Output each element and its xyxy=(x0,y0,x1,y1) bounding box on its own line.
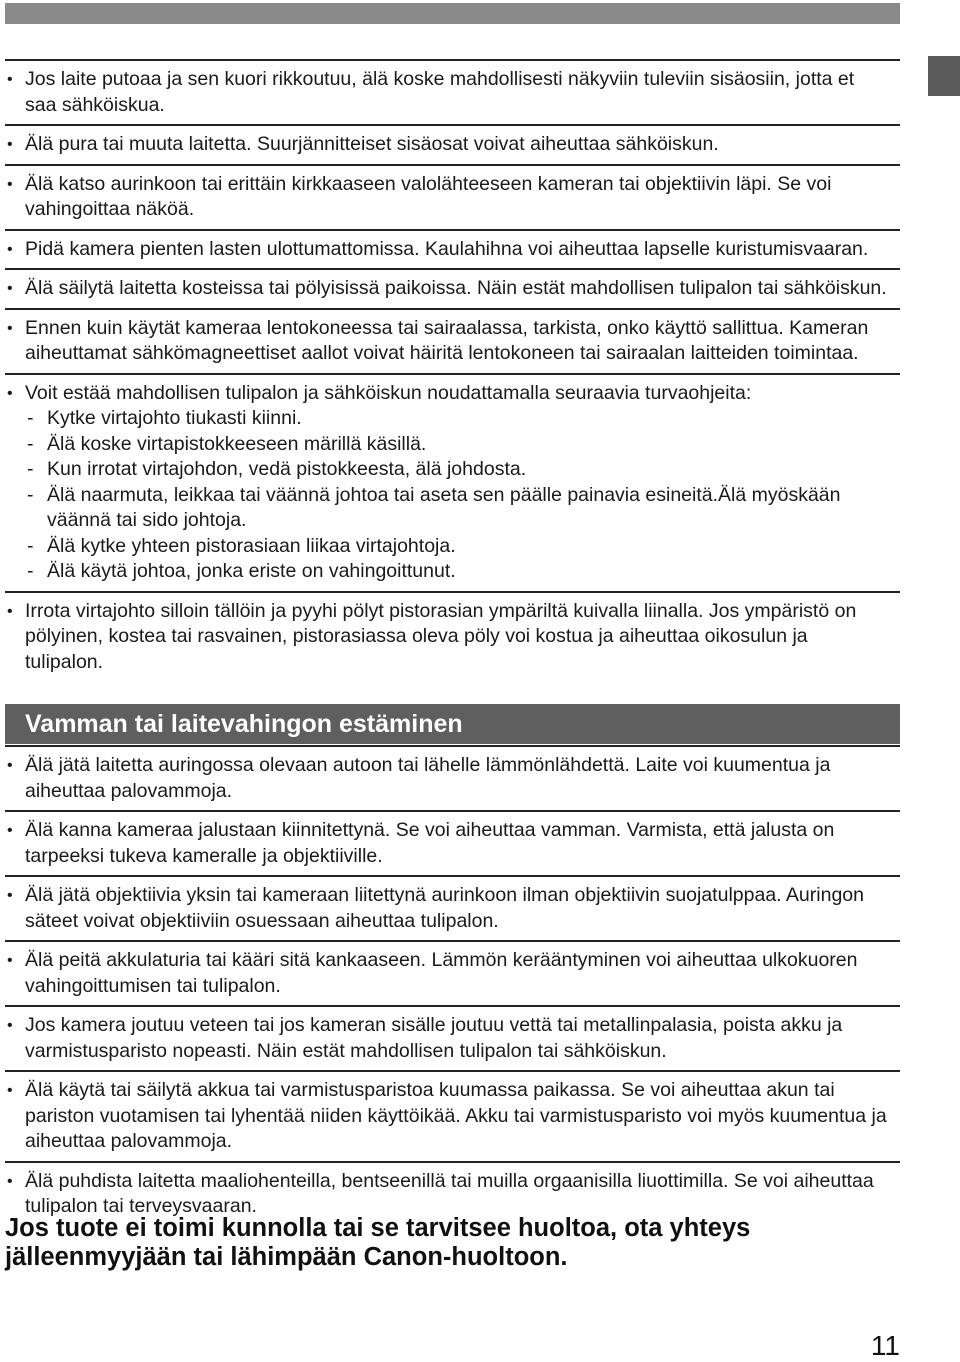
list-item xyxy=(5,745,900,810)
list-item xyxy=(5,268,900,308)
sublist-item-text: Älä koske virtapistokkeeseen märillä käsillä. xyxy=(47,432,427,455)
list-item xyxy=(5,164,900,229)
header-bar xyxy=(5,3,900,24)
list-item-text: Älä jätä objektiivia yksin tai kameraan liitettynä aurinkoon ilman objektiivin suojatulppaa. Auringon säteet voivat objektiiviin osuessaan aiheuttaa tulipalon. xyxy=(25,884,864,932)
page-number: 11 xyxy=(870,1330,900,1361)
sublist-item xyxy=(25,534,890,560)
list-item xyxy=(5,229,900,269)
list-item-text: Älä pura tai muuta laitetta. Suurjännitteiset sisäosat voivat aiheuttaa sähköiskun. xyxy=(25,133,719,155)
service-note: Jos tuote ei toimi kunnolla tai se tarvitsee huoltoa, ota yhteys jälleenmyyjään tai lähimpään Canon-huoltoon. xyxy=(5,1214,751,1271)
safety-list-injury xyxy=(5,745,900,1226)
list-item xyxy=(5,1070,900,1161)
list-item-text: Voit estää mahdollisen tulipalon ja sähköiskun noudattamalla seuraavia turvaohjeita: xyxy=(25,381,752,404)
sublist-item xyxy=(25,483,890,534)
list-item-text: Älä jätä laitetta auringossa olevaan autoon tai lähelle lämmönlähdettä. Laite voi kuumentua ja aiheuttaa palovammoja. xyxy=(25,754,831,802)
list-item xyxy=(5,1005,900,1070)
sublist-item xyxy=(25,406,890,432)
list-item-text: Jos kamera joutuu veteen tai jos kameran sisälle joutuu vettä tai metallinpalasia, poista akku ja varmistusparisto nopeasti. Näin estät mahdollisen tulipalon tai sähköiskun. xyxy=(25,1014,843,1062)
list-item xyxy=(5,373,900,591)
sublist-item-text: Älä naarmuta, leikkaa tai väännä johtoa tai aseta sen päälle painavia esineitä.Älä myöskään väännä tai sido johtoja. xyxy=(47,483,841,531)
list-item-text: Irrota virtajohto silloin tällöin ja pyyhi pölyt pistorasian ympäriltä kuivalla liinalla. Jos ympäristö on pölyinen, kostea tai rasvainen, pistorasiassa oleva pöly voi kostua ja aiheuttaa oikosulun ja tulipalon. xyxy=(25,599,857,673)
list-item-text: Pidä kamera pienten lasten ulottumattomissa. Kaulahihna voi aiheuttaa lapselle kuristumisvaaran. xyxy=(25,237,869,260)
sublist-item-text: Kun irrotat virtajohdon, vedä pistokkeesta, älä johdosta. xyxy=(47,458,527,480)
list-item-text: Jos laite putoaa ja sen kuori rikkoutuu, älä koske mahdollisesti näkyviin tuleviin sisäosiin, jotta et saa sähköiskua. xyxy=(25,68,855,116)
list-item xyxy=(5,940,900,1005)
list-item xyxy=(5,59,900,124)
safety-sublist xyxy=(25,406,890,585)
list-item-text: Älä katso aurinkoon tai erittäin kirkkaaseen valolähteeseen kameran tai objektiivin läpi. Se voi vahingoittaa näköä. xyxy=(25,172,832,220)
sublist-item xyxy=(25,457,890,483)
section-heading: Vamman tai laitevahingon estäminen xyxy=(5,704,900,744)
list-item-text: Älä peitä akkulaturia tai kääri sitä kankaaseen. Lämmön kerääntyminen voi aiheuttaa ulkokuoren vahingoittumisen tai tulipalon. xyxy=(25,949,858,997)
list-item xyxy=(5,308,900,373)
safety-list-general xyxy=(5,59,900,681)
list-item-text: Älä säilytä laitetta kosteissa tai pölyisissä paikoissa. Näin estät mahdollisen tulipalon tai sähköiskun. xyxy=(25,277,887,299)
list-item-text: Ennen kuin käytät kameraa lentokoneessa tai sairaalassa, tarkista, onko käyttö sallittua. Kameran aiheuttamat sähkömagneettiset aallot voivat häiritä lentokoneen tai sairaalan laitteiden toimintaa. xyxy=(25,316,869,364)
list-item-text: Älä kanna kameraa jalustaan kiinnitettynä. Se voi aiheuttaa vamman. Varmista, että jalusta on tarpeeksi tukeva kameralle ja objektiiville. xyxy=(25,819,835,867)
sublist-item-text: Kytke virtajohto tiukasti kiinni. xyxy=(47,407,302,429)
list-item xyxy=(5,591,900,682)
list-item xyxy=(5,124,900,164)
list-item-text: Älä puhdista laitetta maaliohenteilla, bentseenillä tai muilla orgaanisilla liuottimilla. Se voi aiheuttaa tulipalon tai terveysvaaran. xyxy=(25,1169,874,1217)
sublist-item xyxy=(25,559,890,585)
list-item-text: Älä käytä tai säilytä akkua tai varmistusparistoa kuumassa paikassa. Se voi aiheuttaa akun tai pariston vuotamisen tai lyhentää niiden käyttöikää. Akku tai varmistusparisto voi myös kuumentua ja aiheuttaa palovammoja. xyxy=(25,1079,887,1152)
sublist-item-text: Älä käytä johtoa, jonka eriste on vahingoittunut. xyxy=(47,560,456,582)
list-item xyxy=(5,875,900,940)
sublist-item-text: Älä kytke yhteen pistorasiaan liikaa virtajohtoja. xyxy=(47,534,456,557)
list-item xyxy=(5,810,900,875)
sublist-item xyxy=(25,432,890,458)
section-tab-marker xyxy=(928,56,960,96)
